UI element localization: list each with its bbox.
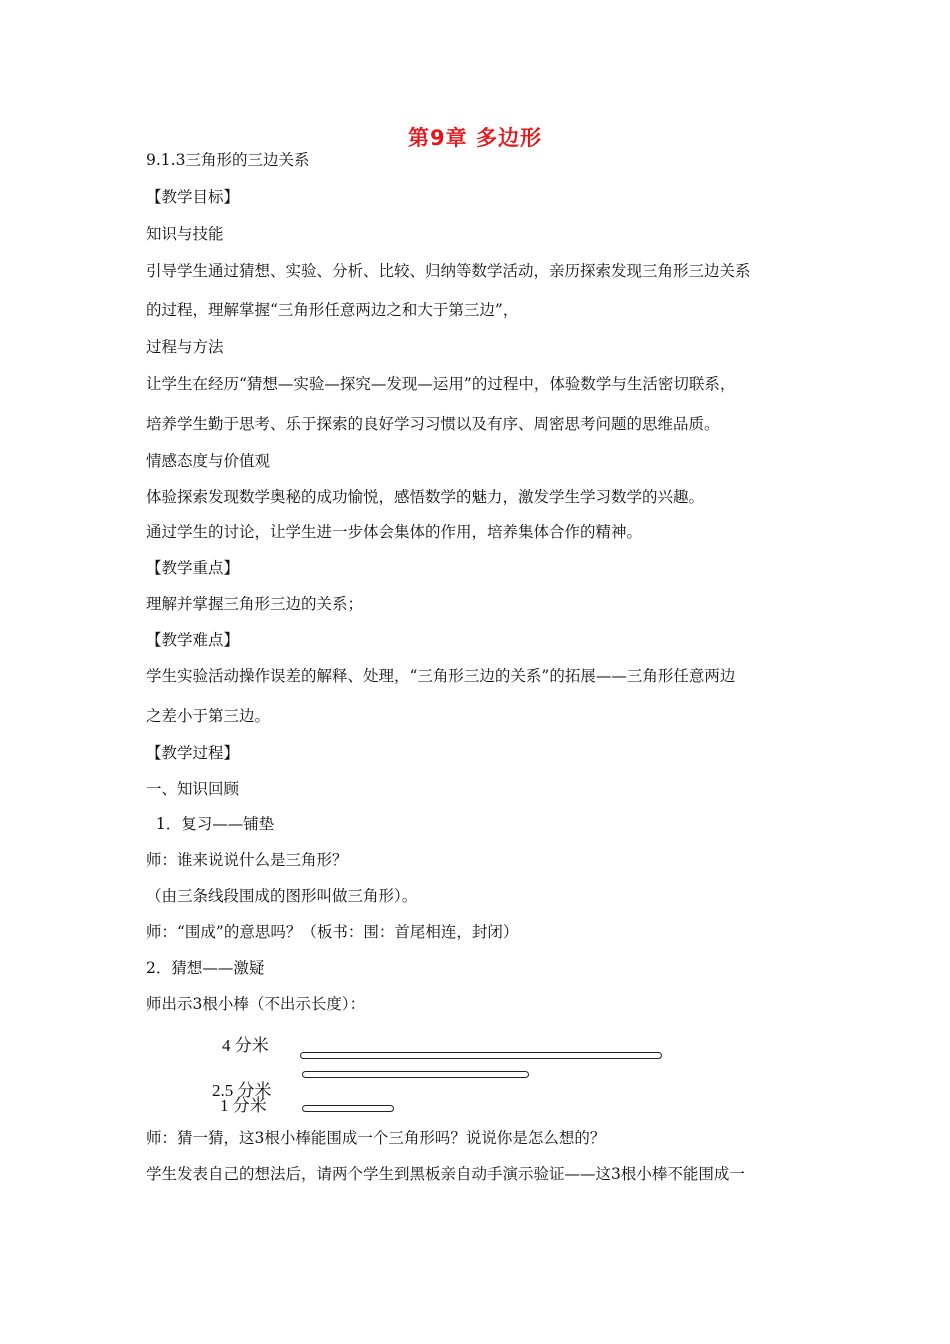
text-line: 【教学过程】: [146, 744, 240, 762]
text-line: 【教学目标】: [146, 188, 240, 206]
text-line: 【教学重点】: [146, 559, 240, 577]
text-line: 体验探索发现数学奥秘的成功愉悦，感悟数学的魅力，激发学生学习数学的兴趣。: [146, 488, 705, 506]
text-line: 【教学难点】: [146, 631, 240, 649]
text-line: 之差小于第三边。: [146, 707, 271, 725]
text-line: 知识与技能: [146, 225, 224, 243]
chapter-title: 第9章 多边形: [408, 126, 542, 150]
text-line: （由三条线段围成的图形叫做三角形）。: [146, 887, 418, 905]
text-line: 师出示3根小棒（不出示长度）：: [146, 995, 366, 1013]
text-line: 师：猜一猜，这3根小棒能围成一个三角形吗？说说你是怎么想的？: [146, 1129, 606, 1147]
text-line: 通过学生的讨论，让学生进一步体会集体的作用，培养集体合作的精神。: [146, 523, 643, 541]
text-line: 情感态度与价值观: [146, 452, 271, 470]
text-line: 2．猜想——激疑: [146, 959, 265, 977]
text-line: 师：“围成”的意思吗？（板书：围：首尾相连，封闭）: [146, 923, 519, 941]
stick-label-2-5dm: 2.5 分米: [212, 1081, 272, 1100]
stick-label-1dm: 1 分米: [220, 1096, 267, 1115]
stick-1dm: [302, 1105, 394, 1112]
text-line: 1．复习——铺垫: [146, 815, 275, 833]
text-line: 培养学生勤于思考、乐于探索的良好学习习惯以及有序、周密思考问题的思维品质。: [146, 415, 720, 433]
text-line: 学生实验活动操作误差的解释、处理，“三角形三边的关系”的拓展——三角形任意两边: [146, 667, 736, 685]
stick-2-5dm: [302, 1071, 529, 1078]
text-line: 理解并掌握三角形三边的关系；: [146, 595, 364, 613]
stick-4dm: [300, 1052, 662, 1059]
text-line: 师：谁来说说什么是三角形？: [146, 851, 348, 869]
section-heading: 9.1.3三角形的三边关系: [146, 151, 310, 169]
text-line: 一、知识回顾: [146, 780, 240, 798]
text-line: 的过程，理解掌握“三角形任意两边之和大于第三边”，: [146, 301, 519, 319]
text-line: 让学生在经历“猜想—实验—探究—发现—运用”的过程中，体验数学与生活密切联系，: [146, 375, 736, 393]
text-line: 过程与方法: [146, 338, 224, 356]
stick-label-4dm: 4 分米: [222, 1036, 269, 1055]
text-line: 学生发表自己的想法后，请两个学生到黑板亲自动手演示验证——这3根小棒不能围成一: [146, 1165, 745, 1183]
text-line: 引导学生通过猜想、实验、分析、比较、归纳等数学活动，亲历探索发现三角形三边关系: [146, 262, 751, 280]
